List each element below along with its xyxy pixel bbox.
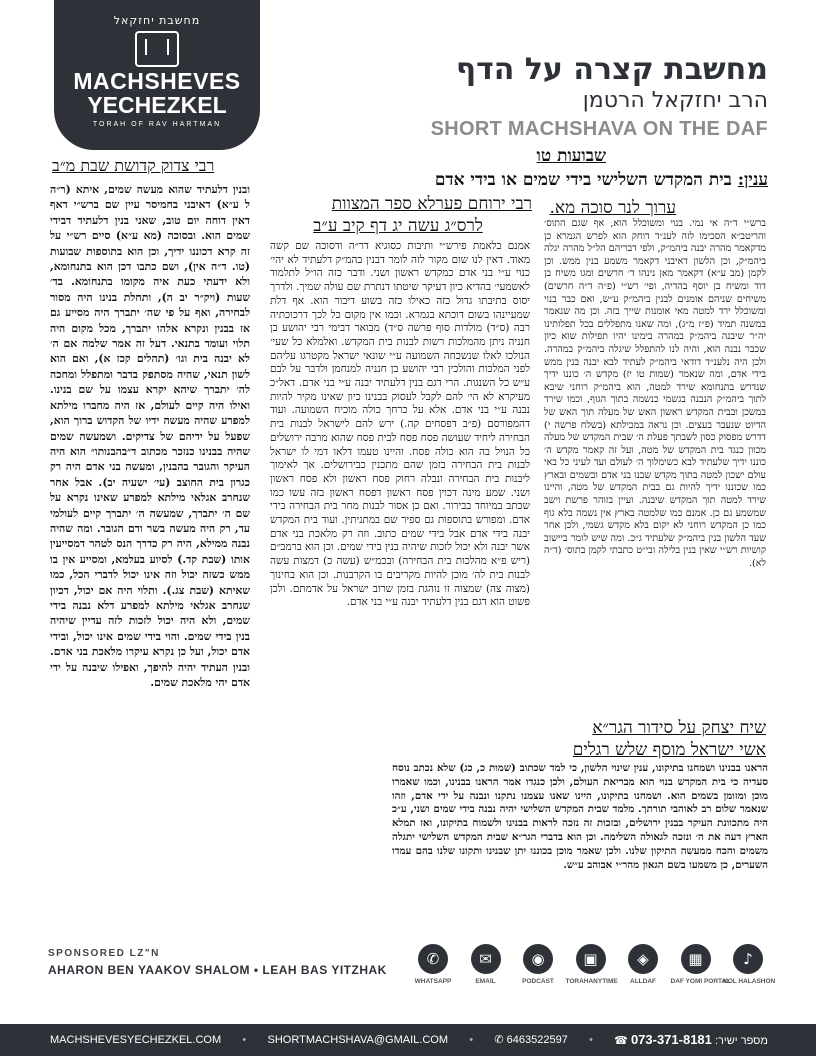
podcast-icon: ◉ bbox=[523, 944, 553, 974]
email-label: EMAIL bbox=[475, 978, 496, 985]
whatsapp-small-icon: ✆ bbox=[494, 1034, 507, 1046]
phone-number: 073-371-8181 bbox=[630, 1032, 712, 1047]
email-address-link[interactable]: SHORTMACHSHAVA@GMAIL.COM bbox=[267, 1034, 448, 1046]
right-section-heading: ערוך לנר סוכה מא. bbox=[549, 198, 676, 218]
podcast-link[interactable] bbox=[513, 944, 563, 1008]
website-link[interactable]: MACHSHEVESYECHEZKEL.COM bbox=[50, 1034, 222, 1046]
bottom-section-heading-2: אשי ישראל מוסף שלש רגלים bbox=[572, 740, 766, 760]
inyan-label: ענין: bbox=[737, 170, 768, 190]
footer-separator: • bbox=[242, 1034, 247, 1046]
kolhalashon-icon: ♪ bbox=[733, 944, 763, 974]
logo-line1: MACHSHEVES bbox=[73, 68, 241, 94]
kolhalashon-label: KOL HALASHON bbox=[723, 978, 776, 985]
dafyomiportal-icon: ▦ bbox=[681, 944, 711, 974]
logo-line2: YECHEZKEL bbox=[87, 92, 227, 118]
whatsapp-icon: ✆ bbox=[418, 944, 448, 974]
page-title-hebrew: מחשבת קצרה על הדף bbox=[455, 52, 768, 87]
email-link[interactable] bbox=[461, 944, 511, 1008]
middle-column-text: אמנם בלאמת פירש״י ותיבות כסוגיא דר״ה ודסוכה שם קשה מאוד. דאין לנו שום מקור לזה לומר דבנין בהמ״ק דלעתיד לא יהי׳ כנוי ע״י בני אדם כמקדש ראשון ושני. ודבר כזה הו״ל לתלמוד לאשמעי׳ בהדיא כיון דעיקר שיטתו דנתרת שם עולה שמיך. ולדרך יסוס בתיבתו גדול כזה כאילו כזה בשוע דיבור הוא. אף דלת שמעיינהו בשום דוכתא בגמרא. וכמו אין מקום כל לכך דרכוכתיה רבה (ס״ד) מולדות סוף פרשה ס״ד) מבואר דבימי רבי יהושע בן חנניה ניתן מהמלכות רשות לבנות בית המקדש. ואלמלא כל שעי׳ הנולכו לאלו שנשכחה השמועה ע״י שונאי ישראל מקטרגו עליהם לפני המלכות והולכין רבי יהושע בן חנניה למנחמן ולדבר על לבם ע״ש כל השנגות. הרי דגם בנין דלעתיד יבנה ע״י בני אדם. דאל״כ מעיקרא לא הי׳ להם לקבל לעסוק בבנינו כיון שאינו מקיר להיות נבנה ע״י בני אדם. אלא על כרחך כולה מוכיח השמועה. ועוד דהמפורסם (פ״ב דפסחים קה.) ירש להם לישראל לבנות בית הבחירה ליחיד שעושה פסח פסח לבית פסח שהוא מרבה ירושלים כל הנויל בה הוא כולה פסח. והיינו טעמו דלאו דמי לו ישראל לבנות בית הבחירה בזמן שהם מתכנין כבירושלים. אך לאימוך ליבנות בית הבחירה ונבלה רחוק פסח ראשון ולא פסח ראשון ושני. שמע מינה דכוין פסח ראשון דפסח ראשון בזה עשו כמו שכתב במיוחד בבירור. ואם כן אסור לבנות מחר בית הבחירה בידי אדם. ומפורש בתוספות גם ספיר שם במתניתין. ועוד בית המקדש יבנה בידי אדם אבל בידי שמים כתוב. וזה רק מלאכת בני אדם אשר יבנה ולא יכול לזכות שיהיה בנין בידי שמים. וכן הוא ברמב״ם (ריש פ״א מהלכות בית הבחירה) ובכמ״ש (עשה כ) דמצות עשה לבנות בית לה׳ מוכן להיות מקריבים בו הקרבנות. וכן הוא בחינוך (מצוה צה) שמצוה זו נוהגת בזמן שרוב ישראל על אדמתם. ולכן פשוט הוא דגם בנין דלעתיד יבנה ע״י בני אדם. bbox=[270, 240, 530, 609]
mid-section-heading-2: לרס״ג עשה יג דף קיב ע״ב bbox=[313, 216, 483, 236]
alldaf-label: ALLDAF bbox=[630, 978, 656, 985]
whatsapp-link[interactable] bbox=[408, 944, 458, 1008]
sponsor-block bbox=[48, 948, 388, 1008]
logo-tagline: TORAH OF RAV HARTMAN bbox=[92, 121, 222, 128]
dafyomiportal-label: DAF YOMI PORTAL bbox=[670, 978, 731, 985]
footer-separator: • bbox=[469, 1034, 474, 1046]
whatsapp-number-text: 6463522597 bbox=[506, 1034, 568, 1046]
bottom-column-text: הראנו בבנינו ושמחנו בתיקונו, ענין שינוי הלשון, כי למד שכתוב (שמות כ, כג) שלא נכתב נוסח סעדיה כי בית המקדש בנוי הוא מבריאת העולם, ולכן כנגדו אמר הראנו בבנינו, וכמו שאמרו מוכן ומזומן בשמים הוא. ושמחנו בתיקונו, היינו שאנו עצמנו נתקנו ונבנה על ידי אדם, וזהו שנאמר שלום רב לאוהבי תורתך. מלמד שבית המקדש השלישי יהיה נבנה בידי שמים ושני, ע״כ היה מתכוונת העיקר בבנין ירושלים, ובזכות זה נזכה לראות בבנינו ולשמוח בתיקונו, ואז תמלא הארץ דעה את ה׳ ונזכה לגאולה השלימה. וכן הוא בדברי הגר״א שבית המקדש השלישי יתגלה משמים והכח ממעשה התיקון שלנו. ולכן שאמר מוכן בכוננו יתן שבנינו ותקונו שלנו בהם עמדו השערים, כן משמעו בשם הגאון מהר״י אבוהב ע״ש. bbox=[392, 762, 768, 871]
platform-links bbox=[408, 944, 776, 1008]
page-title-english: SHORT MACHSHAVA ON THE DAF bbox=[430, 118, 768, 140]
left-column-text: ובנין דלעתיד שהוא מעשה שמים, איתא (ר״ה ל ע״א) דאיבני בחמיסר עיין שם ברש״י דאף דאין דוחה יום טוב, שאני בנין דלעתיד דבידי שמים הוא. ובסוכה (מא ע״א) סיים רש״י על זה קרא דכוננו ידיך, וכן הוא בתוספות שבועות (טו. ד״ה אין), ושם כתבו דכן הוא בתנחומא, ולא ידעתי כעת איה מקומו בתנחומא. בד׳ שעות (ויק״ר יב ה), ותחלת בנינו היה מסור לבחירה, ואף על פי שה׳ יתברך היה מסייע גם אז בבנין ונקרא אלהו יתברך, מכל מקום היה תלוי ועומד בתנאי. דעל זה אמר שלמה אם ה׳ לא יבנה בית וגו׳ (תהלים קכז א), ואם הוא לשון תנאי, שהיה מסתפק בדבר ומתפלל ומחכה לה׳ יתברך שיהא יקרא עצמו על שם בנינו. ואילו היה קיים לעולם, אז היה מחברו מילתא למפרע שהיה מעשה ידיו של הקדוש ברוך הוא, שפעל על ידיהם של צדיקים. ושמעשה שמים שהיה בבנינו כנזכר מכתוב ד״בהבנותו״ הוא היה העיקר והגובר בהבנין, ומעשה בני אדם היה רק כגרון בית החוצב (עי׳ ישעיה יב). אבל אחר שנחרב אגלאי מילתא למפרע שאינו נקרא על שם ה׳ יתברך, שמעשה ה׳ יתברך קיים לעולמי עד, רק היה מעשה בשר ודם הגובר. ומה שהיה נבנה ממילא, היה רק כדרך הנס לטהר דמסייעין אותו (שבת קד.) לסיוע בעלמא, ומסייע אין בו ממש כשזה יכול וזה אינו יכול לדברי הכל, כמו שאיתא (שבת צג.). ותלוי היה אם יכול, דכיון שנחרב אגלאי מילתא למפרע דלא נבנה בידי שמים, ולא היה יכול לזכות לזה עדיין שיהיה בנין בידי שמים. והוי בידי שמים אינו יכול, ובידי אדם יכול, ועל כן נקרא עיקרו מלאכת בני אדם. ובנין העתיד יהיה להיפך, ואפילו שיבנה על ידי אדם יהי מלאכת שמים. bbox=[50, 183, 250, 689]
torahanytime-label: TORAHANYTIME bbox=[565, 978, 618, 985]
daf-reference: שבועות טו bbox=[536, 146, 606, 166]
right-column-text: ברש״י ד״ה אי נמי. בנוי ומשוכלל הוא, אף שגם התוס׳ והריטב״א הסכימו לזה לענ״ד דוחק הוא לפרש הגמרא כן מדקאמר מהרה יבנה ביהמ״ק, ולפי דבריהם הל״ל מהרה יגלה ביהמ״ק, וכן הלשון דאיבני דקאמר משמע בנין ממש. וכן לקמן (מב ע״א) דקאמר מאן נינהו ד׳ חרשים ומגו משיח בן דוד ומשיח בן יוסף בהדיה, ופי׳ רש״י (פ״ה ד״ה חרשים) משיחים שניהם אומנים לבנין ביהמ״ק ע״ש, ואם כבר בנוי ומשוכלל ירד למטה מאי אומנות שייך בזה. וכן מה שנאמר במשנה תמיד (פ״ז מ״ג), ומה שאנו מתפללים בכל תפלותינו יה״ר שיבנה ביהמ״ק במהרה בימינו יהיו תפילות שוא כיון שכבר נבנה הוא, והיה לנו להתפלל שיגלה ביהמ״ק במהרה. ולכן היה נלענ״ד דודאי ביהמ״ק לעתיד לבא יבנה בנין ממש בידי אדם, ומה שנאמר (שמות טו יז) מקדש ה׳ כוננו ידיך שנדרש בתנחומא שירד למטה, הוא ביהמ״ק רוחני שיבא לתוך ביהמ״ק הנבנה בגשמי כנשמה בתוך הגוף, וכמו שירד במשכן ובבית המקדש ראשון האש של מעלה תוך האש של הדיוט שנעבר בעצים. וכן נראה במכילתא (בשלח פרשה י) דדרש מפסוק כסון לשבתך פעלת ה׳ שבית המקדש של מעלה מכוון כנגד בית המקדש של מטה, ועל זה קאמר מקדש ה׳ כוננו ידיך שלעתיד לבא כשימלוך ה׳ לעולם ועד לעיני כל באי עולם ישכון למטה בתוך מקדש שבנו בני אדם ובשמים ובארץ כמו שכוננו ידיך להיות גם בבית המקדש של מטה, והיינו שירד למטה תוך המקדש שיבנה. ועיין בזוהר פרשת וישב שמשמע גם כן. אמנם כמו שלמטה בארץ אין נשמה בלא גוף כמו כן המקדש רוחני לא יקום בלא מקדש גשמי, ולכן אחר שעד הלשון בנין ביהמ״ק שלעתיד ג״כ. ומה שיש לומר ביישוב קושיות רש״י שאין בנין בלילה ובי״ט כתבתי לקמן בתוס׳ (ד״ה לא). bbox=[544, 218, 766, 570]
torahanytime-icon: ▣ bbox=[576, 944, 606, 974]
dafyomiportal-link[interactable] bbox=[670, 944, 731, 1008]
left-section-heading: רבי צדוק קדושת שבת מ״ב bbox=[52, 156, 215, 175]
footer-bar bbox=[0, 1024, 816, 1056]
phone-label: מספר ישיר: bbox=[714, 1035, 768, 1047]
email-icon: ✉ bbox=[471, 944, 501, 974]
kolhalashon-link[interactable] bbox=[723, 944, 776, 1008]
logo-emblem-icon bbox=[135, 31, 179, 67]
mid-section-heading-1: רבי ירוחם פערלא ספר המצוות bbox=[331, 194, 532, 214]
inyan-text: בית המקדש השלישי בידי שמים או בידי אדם bbox=[434, 170, 732, 190]
whatsapp-number[interactable] bbox=[494, 1024, 567, 1057]
logo-hebrew: מחשבת יחזקאל bbox=[113, 14, 201, 27]
phone-icon: ☎ bbox=[614, 1035, 628, 1047]
podcast-label: PODCAST bbox=[522, 978, 554, 985]
bottom-section-heading-1: שיח יצחק על סידור הגר״א bbox=[592, 718, 766, 738]
logo bbox=[54, 0, 260, 150]
inyan-heading bbox=[435, 170, 768, 190]
sponsor-names: AHARON BEN YAAKOV SHALOM • LEAH BAS YITZHAK bbox=[48, 963, 387, 977]
sponsor-label: SPONSORED LZ"N bbox=[48, 948, 160, 959]
author-name: הרב יחזקאל הרטמן bbox=[582, 88, 768, 113]
torahanytime-link[interactable] bbox=[566, 944, 616, 1008]
footer-separator: • bbox=[589, 1034, 593, 1046]
alldaf-link[interactable] bbox=[618, 944, 668, 1008]
alldaf-icon: ◈ bbox=[628, 944, 658, 974]
whatsapp-label: WHATSAPP bbox=[414, 978, 452, 985]
direct-phone[interactable] bbox=[614, 1024, 768, 1057]
